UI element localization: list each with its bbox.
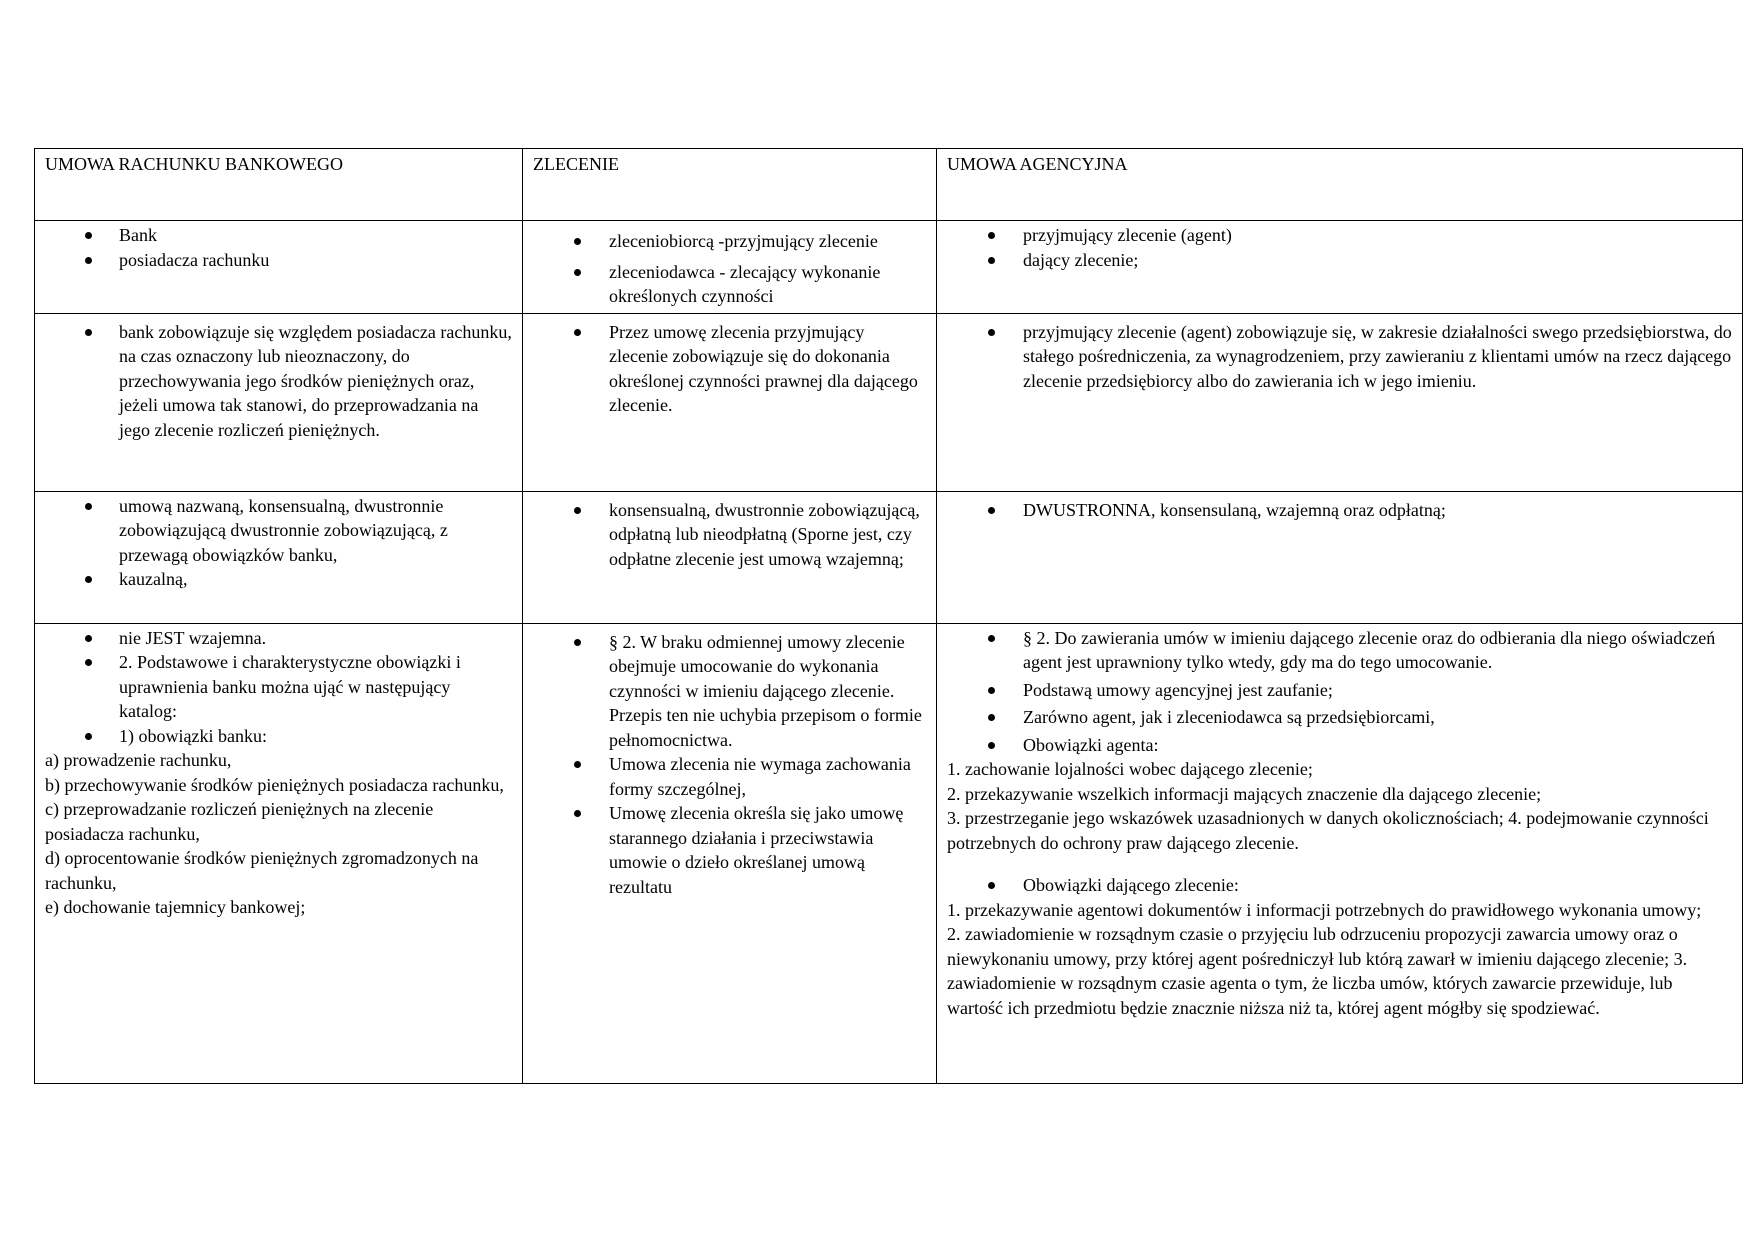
table-row <box>35 221 1743 314</box>
text-line: 2. zawiadomienie w rozsądnym czasie o przyjęciu lub odrzuceniu propozycji zawarcia umowy oraz o niewykonaniu umowy, przy której agent pośredniczył lub którą zawarł w imieniu dającego zlecenie; 3. zawiadomienie w rozsądnym czasie agenta o tym, że liczba umów, których zawarcie przewiduje, lub wartość ich przedmiotu będzie znacznie niższa niż ta, której agent mógłby się spodziewać. <box>947 924 1688 1018</box>
list-item: przyjmujący zlecenie (agent) <box>947 223 1732 248</box>
list-item: Podstawą umowy agencyjnej jest zaufanie; <box>947 678 1732 703</box>
text-line: a) prowadzenie rachunku, <box>45 750 232 770</box>
list-item: zleceniodawca - zlecający wykonanie określonych czynności <box>533 260 926 309</box>
spacer <box>947 855 1732 873</box>
text-line: d) oprocentowanie środków pieniężnych zgromadzonych na rachunku, <box>45 848 479 893</box>
list-item: kauzalną, <box>45 567 512 592</box>
list-item: dający zlecenie; <box>947 248 1732 273</box>
list-item: przyjmujący zlecenie (agent) zobowiązuje się, w zakresie działalności swego przedsiębiorstwa, do stałego pośredniczenia, za wynagrodzeniem, przy zawieraniu z klientami umów na rzecz dającego zlecenie przedsiębiorcy albo do zawierania ich w jego imieniu. <box>947 320 1732 394</box>
header-zlecenie: ZLECENIE <box>523 149 937 221</box>
parties-bank-cell <box>35 221 523 314</box>
list-item: nie JEST wzajemna. <box>45 626 512 651</box>
text-line: e) dochowanie tajemnicy bankowej; <box>45 897 306 917</box>
table-row <box>35 491 1743 623</box>
list-item: konsensualną, dwustronnie zobowiązującą, odpłatną lub nieodpłatną (Sporne jest, czy odpłatne zlecenie jest umową wzajemną; <box>533 498 926 572</box>
list-item: Umowę zlecenia określa się jako umowę starannego działania i przeciwstawia umowie o dzieło określanej umową rezultatu <box>533 801 926 899</box>
list-item: Umowa zlecenia nie wymaga zachowania formy szczególnej, <box>533 752 926 801</box>
header-row <box>35 149 1743 221</box>
obligations-agencyjna-cell <box>937 623 1743 1083</box>
list-item: zleceniobiorcą -przyjmujący zlecenie <box>533 229 926 254</box>
definition-zlecenie-cell <box>523 313 937 491</box>
list-item: § 2. Do zawierania umów w imieniu dającego zlecenie oraz do odbierania dla niego oświadczeń agent jest uprawniony tylko wtedy, gdy ma do tego umocowanie. <box>947 626 1732 675</box>
text-line: 3. przestrzeganie jego wskazówek uzasadnionych w danych okolicznościach; 4. podejmowanie czynności potrzebnych do ochrony praw dającego zlecenie. <box>947 808 1709 853</box>
list-item: umową nazwaną, konsensualną, dwustronnie zobowiązującą dwustronnie zobowiązującą, z przewagą obowiązków banku, <box>45 494 512 568</box>
list-item: Obowiązki dającego zlecenie: <box>947 873 1732 898</box>
list-item: Przez umowę zlecenia przyjmujący zlecenie zobowiązuje się do dokonania określonej czynności prawnej dla dającego zlecenie. <box>533 320 926 418</box>
table-row <box>35 313 1743 491</box>
obligations-zlecenie-cell <box>523 623 937 1083</box>
list-item: 2. Podstawowe i charakterystyczne obowiązki i uprawnienia banku można ująć w następujący katalog: <box>45 650 512 724</box>
text-line: 1. zachowanie lojalności wobec dającego zlecenie; <box>947 759 1313 779</box>
definition-agencyjna-cell <box>937 313 1743 491</box>
definition-bank-cell <box>35 313 523 491</box>
header-umowa-agencyjna: UMOWA AGENCYJNA <box>937 149 1743 221</box>
table-row <box>35 623 1743 1083</box>
text-line: 1. przekazywanie agentowi dokumentów i informacji potrzebnych do prawidłowego wykonania umowy; <box>947 899 1702 920</box>
header-umowa-rachunku: UMOWA RACHUNKU BANKOWEGO <box>35 149 523 221</box>
comparison-table <box>34 148 1743 1084</box>
list-item: 1) obowiązki banku: <box>45 724 512 749</box>
list-item: posiadacza rachunku <box>45 248 512 273</box>
parties-zlecenie-cell <box>523 221 937 314</box>
list-item: Obowiązki agenta: <box>947 733 1732 758</box>
list-item: DWUSTRONNA, konsensulaną, wzajemną oraz odpłatną; <box>947 498 1732 523</box>
features-bank-cell <box>35 491 523 623</box>
features-zlecenie-cell <box>523 491 937 623</box>
text-line: c) przeprowadzanie rozliczeń pieniężnych na zlecenie posiadacza rachunku, <box>45 799 434 844</box>
list-item: Zarówno agent, jak i zleceniodawca są przedsiębiorcami, <box>947 705 1732 730</box>
list-item: § 2. W braku odmiennej umowy zlecenie obejmuje umocowanie do wykonania czynności w imieniu dającego zlecenie. Przepis ten nie uchybia przepisom o formie pełnomocnictwa. <box>533 630 926 753</box>
list-item: Bank <box>45 223 512 248</box>
parties-agencyjna-cell <box>937 221 1743 314</box>
text-line: 2. przekazywanie wszelkich informacji mających znaczenie dla dającego zlecenie; <box>947 783 1542 804</box>
obligations-bank-cell <box>35 623 523 1083</box>
features-agencyjna-cell <box>937 491 1743 623</box>
list-item: bank zobowiązuje się względem posiadacza rachunku, na czas oznaczony lub nieoznaczony, do przechowywania jego środków pieniężnych oraz, jeżeli umowa tak stanowi, do przeprowadzania na jego zlecenie rozliczeń pieniężnych. <box>45 320 512 443</box>
text-line: b) przechowywanie środków pieniężnych posiadacza rachunku, <box>45 774 504 795</box>
